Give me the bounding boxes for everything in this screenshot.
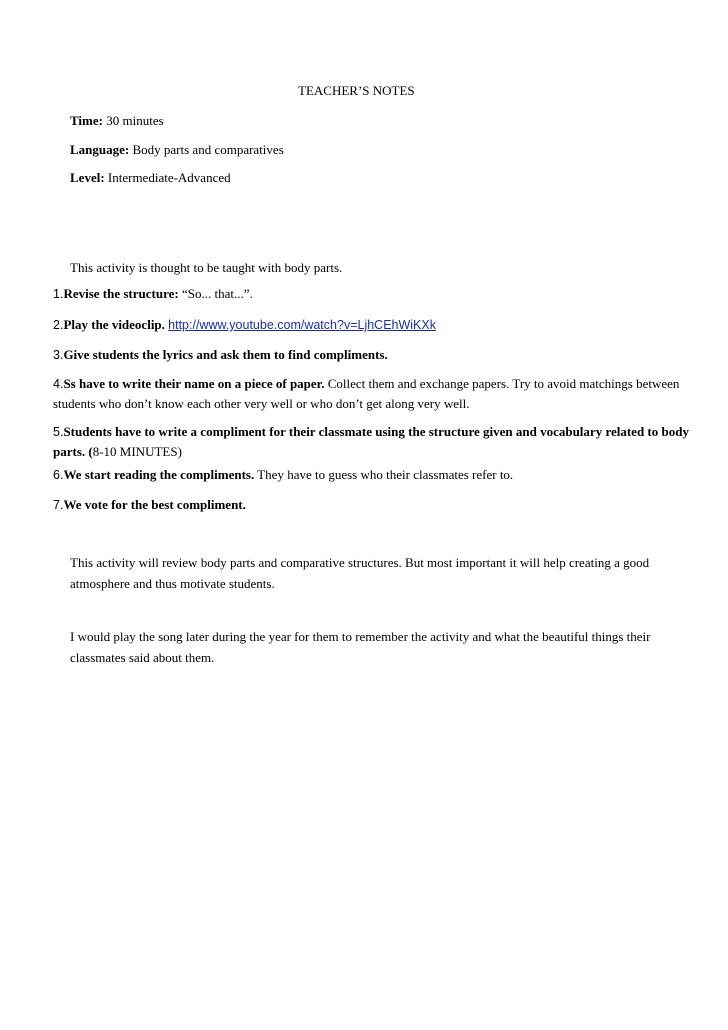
step-7 xyxy=(53,495,693,515)
meta-language xyxy=(70,142,284,158)
meta-label: Level: xyxy=(70,170,105,185)
step-4 xyxy=(53,374,693,413)
closing-paragraph-1: This activity will review body parts and comparative structures. But most important it will help creating a good atmosphere and thus motivate students. xyxy=(70,555,650,591)
meta-value: Intermediate-Advanced xyxy=(104,170,231,185)
step-heading: We start reading the compliments. xyxy=(63,467,255,482)
step-1 xyxy=(53,284,693,304)
step-number: 3. xyxy=(53,348,64,362)
step-text: “So... that...”. xyxy=(178,286,253,301)
step-5 xyxy=(53,422,693,461)
meta-value: Body parts and comparatives xyxy=(129,142,284,157)
step-number: 6. xyxy=(53,468,64,482)
meta-label: Language: xyxy=(70,142,130,157)
page-title xyxy=(298,83,415,99)
step-heading: Students have to write a compliment for their classmate using the structure given and vocabulary related to body parts. ( xyxy=(53,424,689,459)
meta-level xyxy=(70,170,231,186)
step-2 xyxy=(53,315,693,335)
step-number: 5. xyxy=(53,425,64,439)
step-heading: Revise the structure: xyxy=(63,286,179,301)
meta-value: 30 minutes xyxy=(102,113,164,128)
step-3 xyxy=(53,345,693,365)
videoclip-link[interactable]: http://www.youtube.com/watch?v=LjhCEhWiKXk xyxy=(168,318,436,332)
intro-paragraph: This activity is thought to be taught with body parts. xyxy=(70,260,343,275)
closing-paragraph-2: I would play the song later during the year for them to remember the activity and what the beautiful things their classmates said about them. xyxy=(70,629,651,665)
step-number: 4. xyxy=(53,377,64,391)
title-text: TEACHER’S NOTES xyxy=(298,83,415,98)
step-number: 2. xyxy=(53,318,64,332)
step-text: Collect them and exchange papers. Try to avoid matchings between students who don’t know each other very well or who don’t get along very well. xyxy=(53,376,680,411)
step-heading: We vote for the best compliment. xyxy=(63,497,246,512)
step-text: They have to guess who their classmates refer to. xyxy=(254,467,514,482)
step-heading: Give students the lyrics and ask them to find compliments. xyxy=(63,347,388,362)
step-text: 8-10 MINUTES) xyxy=(92,444,182,459)
step-heading: Play the videoclip. xyxy=(63,317,165,332)
step-number: 1. xyxy=(53,287,64,301)
step-heading: Ss have to write their name on a piece of paper. xyxy=(63,376,325,391)
meta-time xyxy=(70,113,164,129)
step-number: 7. xyxy=(53,498,64,512)
step-6 xyxy=(53,465,693,485)
meta-label: Time: xyxy=(70,113,103,128)
